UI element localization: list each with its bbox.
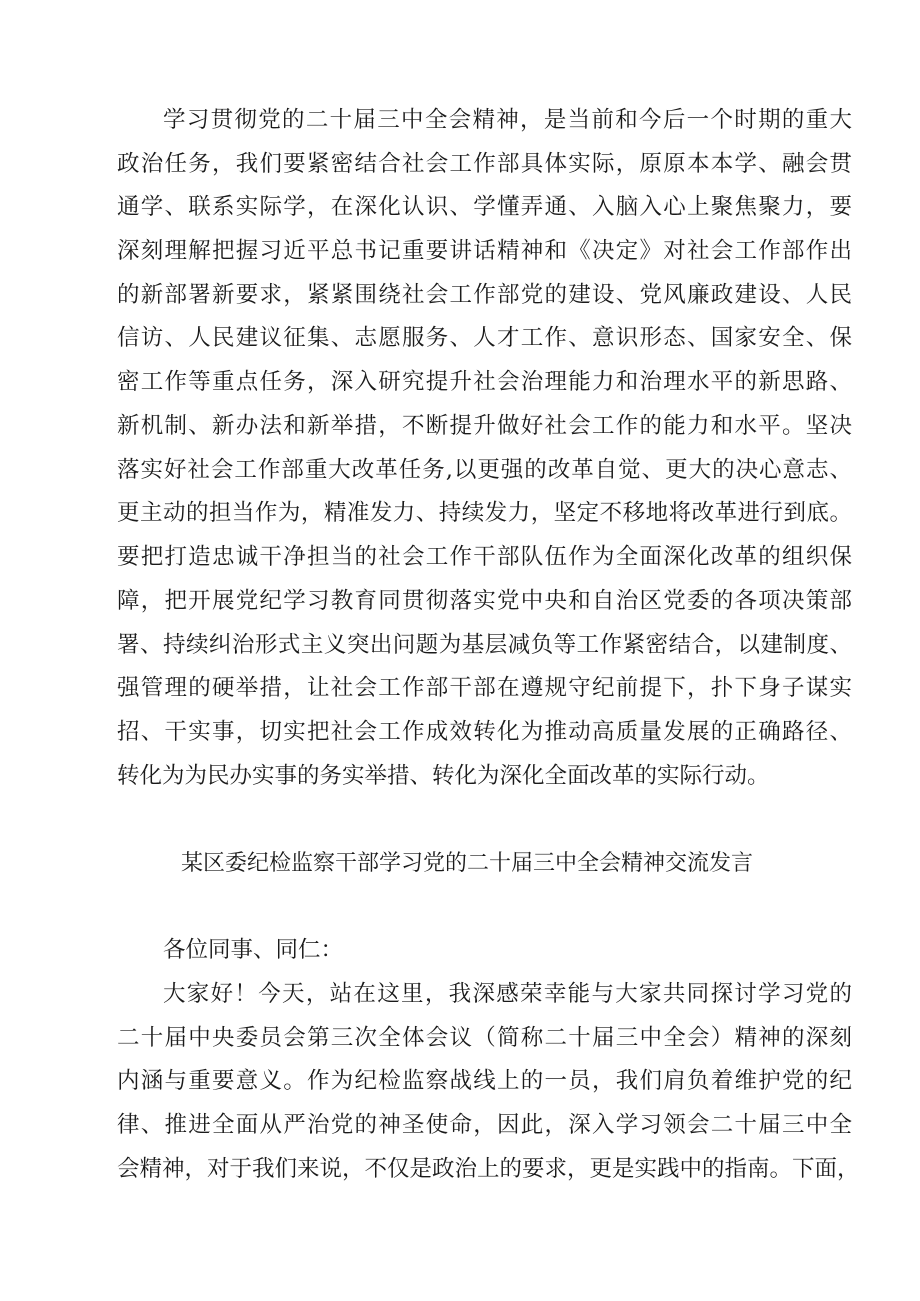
paragraph-1-line: 密工作等重点任务，深入研究提升社会治理能力和治理水平的新思路、 — [117, 369, 852, 395]
paragraph-1-line: 信访、人民建议征集、志愿服务、人才工作、意识形态、国家安全、保 — [117, 325, 852, 351]
paragraph-1-line: 政治任务，我们要紧密结合社会工作部具体实际，原原本本学、融会贯 — [117, 151, 852, 177]
paragraph-2-line: 大家好！今天，站在这里，我深感荣幸能与大家共同探讨学习党的 — [163, 981, 852, 1007]
paragraph-1-line: 障，把开展党纪学习教育同贯彻落实党中央和自治区党委的各项决策部 — [117, 588, 852, 614]
paragraph-1-line: 落实好社会工作部重大改革任务,以更强的改革自觉、更大的决心意志、 — [117, 457, 852, 483]
paragraph-1-line: 署、持续纠治形式主义突出问题为基层减负等工作紧密结合，以建制度、 — [117, 632, 852, 658]
paragraph-1-line: 学习贯彻党的二十届三中全会精神，是当前和今后一个时期的重大 — [163, 107, 852, 133]
paragraph-1-line: 转化为为民办实事的务实举措、转化为深化全面改革的实际行动。 — [117, 763, 770, 789]
paragraph-1-line: 更主动的担当作为，精准发力、持续发力，坚定不移地将改革进行到底。 — [117, 500, 852, 526]
paragraph-2-line: 律、推进全面从严治党的神圣使命，因此，深入学习领会二十届三中全 — [117, 1112, 852, 1138]
paragraph-1-line: 招、干实事，切实把社会工作成效转化为推动高质量发展的正确路径、 — [117, 719, 852, 745]
paragraph-1-line: 新机制、新办法和新举措，不断提升做好社会工作的能力和水平。坚决 — [117, 413, 852, 439]
paragraph-1-line: 要把打造忠诚干净担当的社会工作干部队伍作为全面深化改革的组织保 — [117, 544, 852, 570]
paragraph-1-line: 的新部署新要求，紧紧围绕社会工作部党的建设、党风廉政建设、人民 — [117, 282, 852, 308]
paragraph-2-line: 内涵与重要意义。作为纪检监察战线上的一员，我们肩负着维护党的纪 — [117, 1068, 852, 1094]
paragraph-2-line: 二十届中央委员会第三次全体会议（简称二十届三中全会）精神的深刻 — [117, 1025, 852, 1051]
paragraph-1-line: 深刻理解把握习近平总书记重要讲话精神和《决定》对社会工作部作出 — [117, 238, 852, 264]
paragraph-2-line: 会精神，对于我们来说，不仅是政治上的要求，更是实践中的指南。下面， — [117, 1156, 860, 1182]
paragraph-1-line: 强管理的硬举措，让社会工作部干部在遵规守纪前提下，扑下身子谋实 — [117, 675, 852, 701]
salutation: 各位同事、同仁： — [163, 937, 344, 963]
section-title: 某区委纪检监察干部学习党的二十届三中全会精神交流发言 — [180, 851, 753, 876]
paragraph-1-line: 通学、联系实际学，在深化认识、学懂弄通、入脑入心上聚焦聚力，要 — [117, 194, 852, 220]
